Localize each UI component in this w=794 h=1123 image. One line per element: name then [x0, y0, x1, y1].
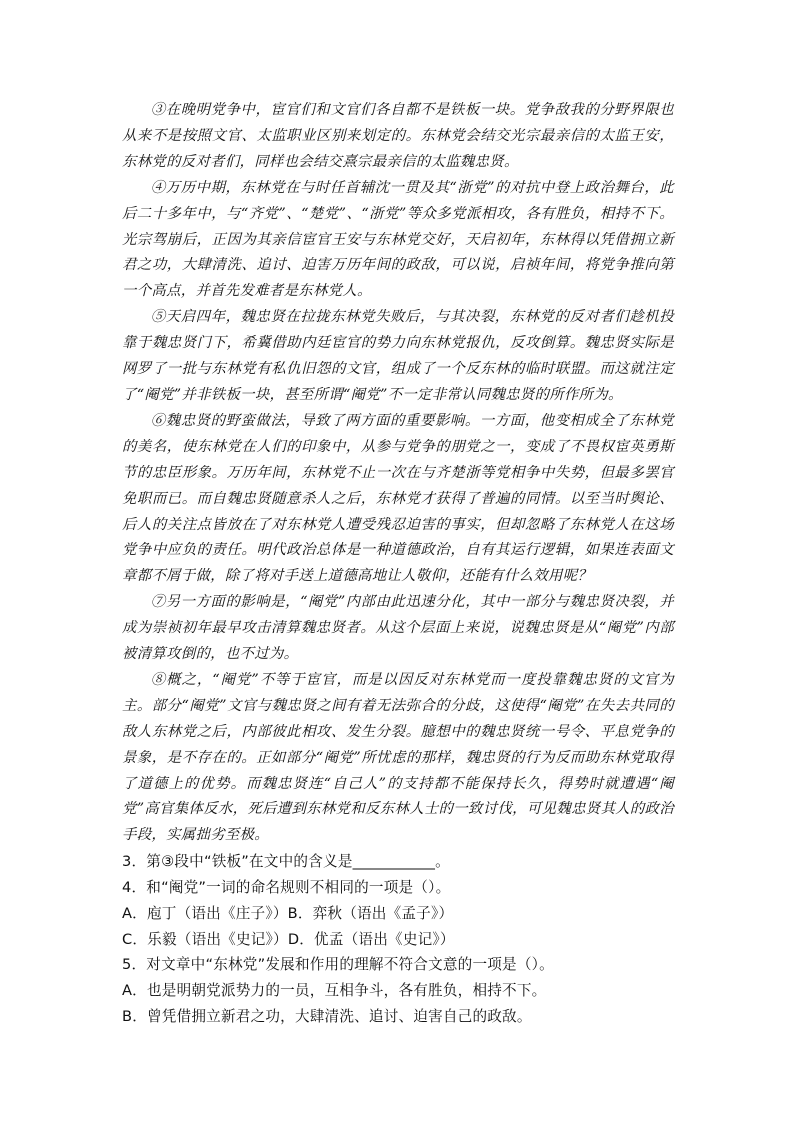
question-4-options-ab: A．庖丁（语出《庄子》）B．弈秋（语出《孟子》）: [122, 904, 454, 922]
paragraph-3: ③在晚明党争中，宦官们和文官们各自都不是铁板一块。党争敌我的分野界限也从来不是按照文官、太监职业区别来划定的。东林党会结交光宗最亲信的太监王安，东林党的反对者们，同样也会结交熹宗最亲信的太监魏忠贤。: [122, 102, 674, 170]
passage: [122, 98, 674, 849]
question-5-option-a: A．也是明朝党派势力的一员，互相争斗，各有胜负，相持不下。: [122, 982, 547, 1000]
paragraph-4: ④万历中期，东林党在与时任首辅沈一贯及其“浙党”的对抗中登上政治舞台，此后二十多年中，与“齐党”、“楚党”、“浙党”等众多党派相攻，各有胜负，相持不下。光宗驾崩后，正因为其亲信宦官王安与东林党交好，天启初年，东林得以凭借拥立新君之功，大肆清洗、追讨、迫害万历年间的政敌，可以说，启祯年间，将党争推向第一个高点，并首先发难者是东林党人。: [122, 179, 674, 300]
paragraph-5: ⑤天启四年，魏忠贤在拉拢东林党失败后，与其决裂，东林党的反对者们趁机投靠于魏忠贤门下，希冀借助内廷宦官的势力向东林党报仇，反攻倒算。魏忠贤实际是网罗了一批与东林党有私仇旧怨的文官，组成了一个反东林的临时联盟。而这就注定了“阉党”并非铁板一块，甚至所谓“阉党”不一定非常认同魏忠贤的所作所为。: [122, 309, 674, 403]
paragraph-7: ⑦另一方面的影响是，“阉党”内部由此迅速分化，其中一部分与魏忠贤决裂，并成为崇祯初年最早攻击清算魏忠贤者。从这个层面上来说，说魏忠贤是从“阉党”内部被清算攻倒的，也不过为。: [122, 594, 674, 663]
questions: [122, 849, 674, 1030]
document-page: [122, 98, 674, 1030]
question-4: 4．和“阉党”一词的命名规则不相同的一项是（）。: [122, 879, 451, 897]
paragraph-6: ⑥魏忠贤的野蛮做法，导致了两方面的重要影响。一方面，他变相成全了东林党的美名，使东林党在人们的印象中，从参与党争的朋党之一，变成了不畏权宦英勇斯节的忠臣形象。万历年间，东林党不止一次在与齐楚浙等党相争中失势，但最多罢官免职而已。而自魏忠贤随意杀人之后，东林党才获得了普遍的同情。以至当时舆论、后人的关注点皆放在了对东林党人遭受残忍迫害的事实，但却忽略了东林党人在这场党争中应负的责任。明代政治总体是一种道德政治，自有其运行逻辑，如果连表面文章都不屑于做，除了将对手送上道德高地让人敬仰，还能有什么效用呢？: [122, 412, 674, 585]
question-5: 5．对文章中“东林党”发展和作用的理解不符合文意的一项是（）。: [122, 956, 554, 974]
question-5-option-b: B．曾凭借拥立新君之功，大肆清洗、追讨、迫害自己的政敌。: [122, 1008, 532, 1026]
question-4-options-cd: C．乐毅（语出《史记》）D．优孟（语出《史记》）: [122, 930, 455, 948]
paragraph-8: ⑧概之，“阉党”不等于宦官，而是以因反对东林党而一度投靠魏忠贤的文官为主。部分“阉党”文官与魏忠贤之间有着无法弥合的分歧，这使得“阉党”在失去共同的敌人东林党之后，内部彼此相攻、发生分裂。臆想中的魏忠贤统一号令、平息党争的景象，是不存在的。正如部分“阉党”所忧虑的那样，魏忠贤的行为反而助东林党取得了道德上的优势。而魏忠贤连“自己人”的支持都不能保持长久，得势时就遭遇“阉党”高官集体反水，死后遭到东林党和反东林人士的一致讨伐，可见魏忠贤其人的政治手段，实属拙劣至极。: [122, 671, 674, 844]
question-3: 3．第③段中“铁板”在文中的含义是___________。: [122, 853, 450, 871]
